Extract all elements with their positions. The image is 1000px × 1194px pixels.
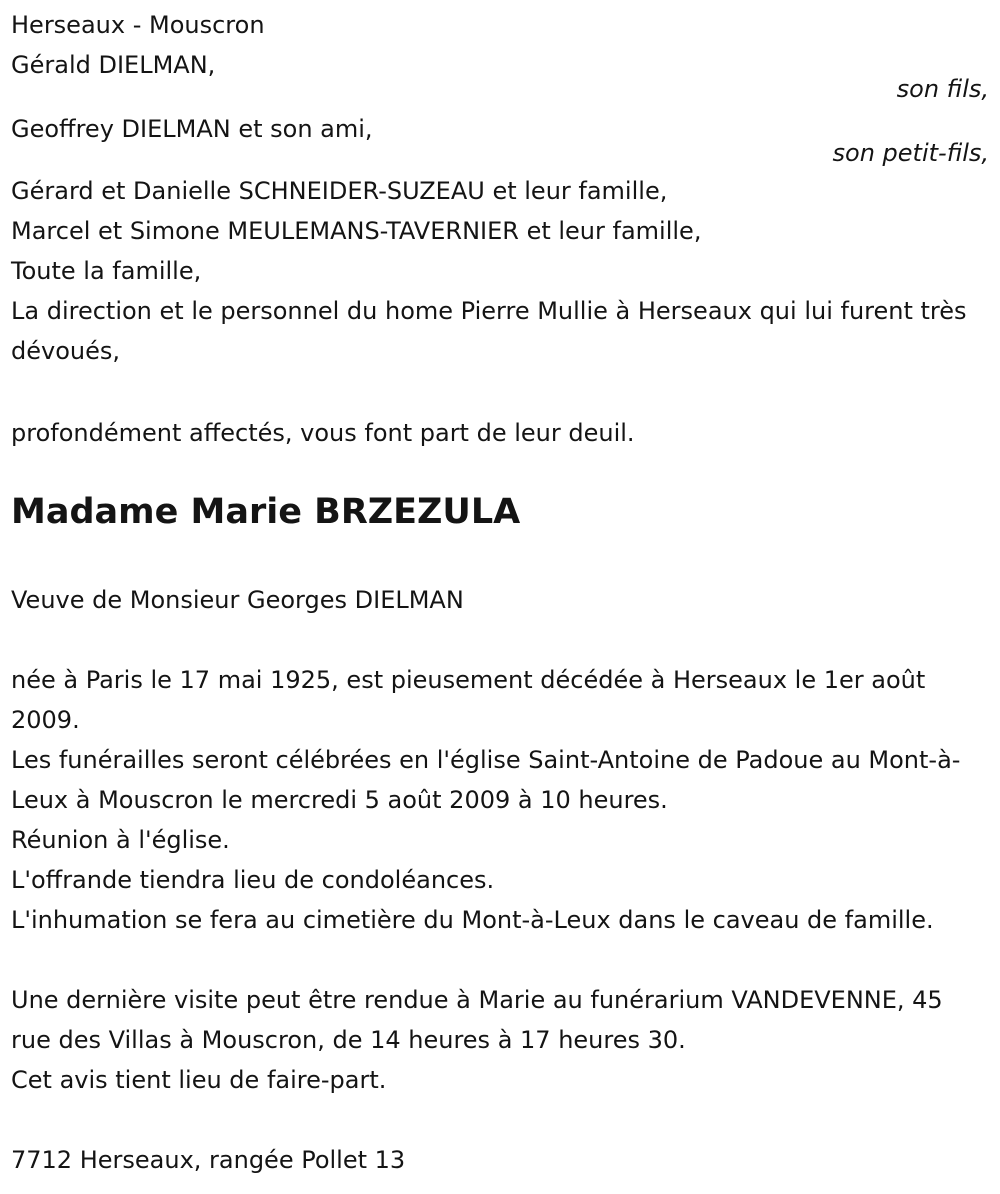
son-name: Gérald DIELMAN, xyxy=(11,51,216,79)
birth-death-line: née à Paris le 17 mai 1925, est pieusement décédée à Herseaux le 1er août 2009. xyxy=(11,666,926,734)
home-staff-line: La direction et le personnel du home Pierre Mullie à Herseaux qui lui furent très dévoués, xyxy=(11,297,967,365)
relative-line: Marcel et Simone MEULEMANS-TAVERNIER et leur famille, xyxy=(11,217,702,245)
widow-of-line: Veuve de Monsieur Georges DIELMAN xyxy=(11,586,464,614)
offering-line: L'offrande tiendra lieu de condoléances. xyxy=(11,866,495,894)
grandson-role: son petit-fils, xyxy=(832,139,989,167)
meeting-line: Réunion à l'église. xyxy=(11,826,230,854)
location-line: Herseaux - Mouscron xyxy=(11,11,265,39)
address-line: 7712 Herseaux, rangée Pollet 13 xyxy=(11,1146,406,1174)
son-role: son fils, xyxy=(896,75,989,103)
affected-line: profondément affectés, vous font part de leur deuil. xyxy=(11,419,635,447)
grandson-name: Geoffrey DIELMAN et son ami, xyxy=(11,115,373,143)
visit-line: Une dernière visite peut être rendue à Marie au funérarium VANDEVENNE, 45 rue des Villas à Mouscron, de 14 heures à 17 heures 30. xyxy=(11,986,943,1054)
funeral-line: Les funérailles seront célébrées en l'église Saint-Antoine de Padoue au Mont-à-Leux à Mouscron le mercredi 5 août 2009 à 10 heures. xyxy=(11,746,961,814)
notice-line: Cet avis tient lieu de faire-part. xyxy=(11,1066,387,1094)
relative-line: Toute la famille, xyxy=(11,257,202,285)
burial-line: L'inhumation se fera au cimetière du Mont-à-Leux dans le caveau de famille. xyxy=(11,906,934,934)
deceased-name: Madame Marie BRZEZULA xyxy=(11,492,521,532)
relative-line: Gérard et Danielle SCHNEIDER-SUZEAU et leur famille, xyxy=(11,177,668,205)
